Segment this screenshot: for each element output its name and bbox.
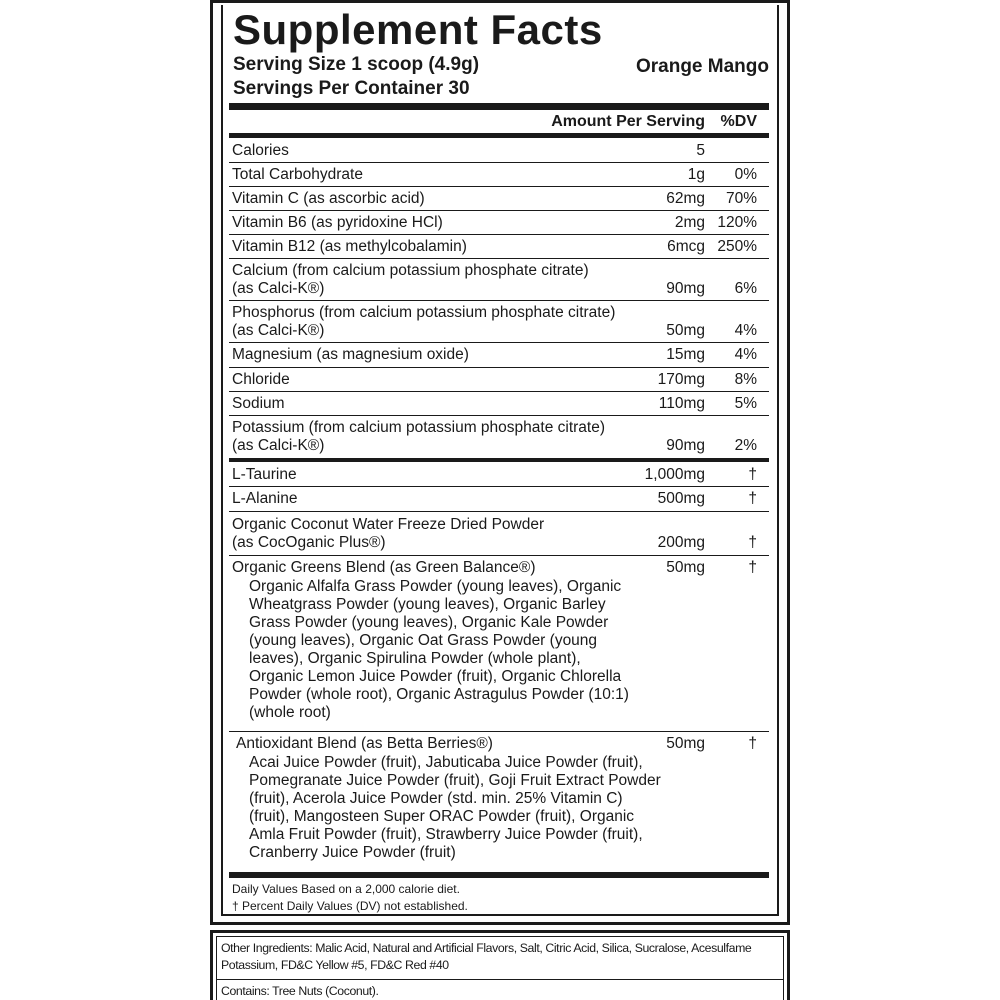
nutrient-dv: 0% (734, 166, 757, 183)
nutrient-amount: 1g (687, 166, 705, 183)
nutrient-amount: 500mg (657, 490, 705, 507)
nutrient-dv: 120% (717, 214, 757, 231)
nutrient-amount: 2mg (674, 214, 705, 231)
column-header-dv: %DV (720, 113, 757, 130)
blend-ingredient-line: Organic Lemon Juice Powder (fruit), Organic Chlorella (249, 668, 622, 685)
nutrient-row (229, 462, 769, 487)
ingredients-panel (210, 930, 790, 1000)
nutrient-dv: 6% (734, 280, 757, 297)
flavor-label: Orange Mango (635, 56, 769, 77)
nutrient-row (229, 235, 769, 259)
blend-row (229, 556, 769, 732)
footnote-bar (229, 872, 769, 878)
blend-ingredient-line: Amla Fruit Powder (fruit), Strawberry Juice Powder (fruit), (249, 826, 643, 843)
nutrient-dv: † (748, 534, 757, 551)
nutrient-amount: 5 (696, 142, 705, 159)
blend-amount: 50mg (666, 559, 705, 576)
dagger-footnote: † Percent Daily Values (DV) not established. (232, 899, 468, 913)
nutrient-name: Magnesium (as magnesium oxide) (232, 346, 469, 363)
blend-ingredient-line: (fruit), Mangosteen Super ORAC Powder (fruit), Organic (249, 808, 635, 825)
blend-ingredient-line: (fruit), Acerola Juice Powder (std. min. 25% Vitamin C) (249, 790, 623, 807)
nutrient-name: Vitamin B6 (as pyridoxine HCl) (232, 214, 443, 231)
nutrient-name: Vitamin C (as ascorbic acid) (232, 190, 425, 207)
panel-title: Supplement Facts (233, 6, 603, 53)
blend-row (229, 732, 769, 872)
ingredients-frame (216, 936, 784, 1000)
nutrient-amount: 6mcg (667, 238, 705, 255)
nutrient-amount: 1,000mg (644, 466, 705, 483)
nutrient-dv: † (748, 490, 757, 507)
nutrient-amount: 90mg (666, 280, 705, 297)
nutrient-dv: 2% (734, 437, 757, 454)
blend-name: Organic Greens Blend (as Green Balance®) (232, 559, 536, 576)
blend-ingredient-line: Wheatgrass Powder (young leaves), Organic Barley (249, 596, 606, 613)
nutrient-row (229, 211, 769, 235)
nutrient-name: Sodium (232, 395, 285, 412)
nutrient-dv: † (748, 466, 757, 483)
nutrient-dv: 250% (717, 238, 757, 255)
header-bottom-bar (229, 133, 769, 138)
nutrient-amount: 62mg (666, 190, 705, 207)
supplement-facts-content (229, 5, 769, 914)
nutrient-name: L-Taurine (232, 466, 297, 483)
nutrient-name: Phosphorus (from calcium potassium phosphate citrate) (232, 304, 616, 321)
blend-ingredient-line: Acai Juice Powder (fruit), Jabuticaba Juice Powder (fruit), (249, 754, 643, 771)
blend-name: Antioxidant Blend (as Betta Berries®) (236, 735, 493, 752)
nutrient-name: L-Alanine (232, 490, 298, 507)
blend-ingredient-line: Cranberry Juice Powder (fruit) (249, 844, 456, 861)
nutrient-name: Organic Coconut Water Freeze Dried Powder (232, 516, 545, 533)
nutrient-name: Chloride (232, 371, 290, 388)
blend-dv: † (748, 559, 757, 576)
blend-ingredients (249, 754, 674, 862)
nutrient-name: Calcium (from calcium potassium phosphate citrate) (232, 262, 589, 279)
nutrient-name: Calories (232, 142, 289, 159)
nutrient-name: Vitamin B12 (as methylcobalamin) (232, 238, 467, 255)
nutrient-row (229, 343, 769, 368)
nutrient-name: Potassium (from calcium potassium phosphate citrate) (232, 419, 606, 436)
serving-size: Serving Size 1 scoop (4.9g) (233, 54, 480, 75)
nutrient-source: (as Calci-K®) (232, 280, 325, 297)
nutrient-dv: 8% (734, 371, 757, 388)
supplement-facts-frame (221, 5, 779, 916)
servings-per-container: Servings Per Container 30 (233, 78, 470, 99)
other-ingredients: Other Ingredients: Malic Acid, Natural and Artificial Flavors, Salt, Citric Acid, Silica, Sucralose, Acesulfame Potassium, FD&C Yellow #5, FD&C Red #40 (221, 941, 752, 972)
nutrient-amount: 110mg (658, 395, 705, 412)
blend-ingredient-line: Organic Alfalfa Grass Powder (young leaves), Organic (249, 578, 622, 595)
nutrient-row (229, 368, 769, 392)
column-header-amount: Amount Per Serving (551, 113, 705, 130)
blend-ingredient-line: Powder (whole root), Organic Astragulus Powder (10:1) (249, 686, 629, 703)
nutrient-row (229, 512, 769, 556)
blend-ingredient-line: (whole root) (249, 704, 331, 721)
nutrient-row (229, 139, 769, 163)
nutrient-name: Total Carbohydrate (232, 166, 363, 183)
nutrient-amount: 15mg (666, 346, 705, 363)
nutrient-row (229, 187, 769, 211)
blend-amount: 50mg (666, 735, 705, 752)
nutrient-amount: 50mg (666, 322, 705, 339)
nutrient-source: (as Calci-K®) (232, 322, 325, 339)
nutrient-dv: 5% (734, 395, 757, 412)
header-top-bar (229, 103, 769, 110)
nutrient-row (229, 416, 769, 462)
blend-ingredient-line: leaves), Organic Spirulina Powder (whole plant), (249, 650, 581, 667)
nutrient-row (229, 487, 769, 512)
supplement-facts-panel (210, 0, 790, 925)
nutrient-amount: 90mg (666, 437, 705, 454)
nutrient-row (229, 259, 769, 301)
allergen-statement: Contains: Tree Nuts (Coconut). (221, 984, 379, 998)
blend-ingredient-line: (young leaves), Organic Oat Grass Powder (young (249, 632, 598, 649)
ingredients-divider (217, 979, 783, 980)
blend-ingredients (249, 578, 674, 722)
nutrient-dv: 4% (734, 322, 757, 339)
nutrient-dv: 4% (734, 346, 757, 363)
blend-ingredient-line: Pomegranate Juice Powder (fruit), Goji Fruit Extract Powder (249, 772, 661, 789)
nutrient-source: (as CocOganic Plus®) (232, 534, 386, 551)
blend-dv: † (748, 735, 757, 752)
nutrient-amount: 200mg (657, 534, 705, 551)
nutrient-row (229, 301, 769, 343)
daily-values-footnote: Daily Values Based on a 2,000 calorie diet. (232, 882, 460, 896)
nutrient-table (229, 139, 769, 872)
nutrient-amount: 170mg (657, 371, 705, 388)
blend-ingredient-line: Grass Powder (young leaves), Organic Kale Powder (249, 614, 609, 631)
nutrient-dv: 70% (725, 190, 757, 207)
nutrient-row (229, 392, 769, 416)
nutrient-source: (as Calci-K®) (232, 437, 325, 454)
nutrient-row (229, 163, 769, 187)
